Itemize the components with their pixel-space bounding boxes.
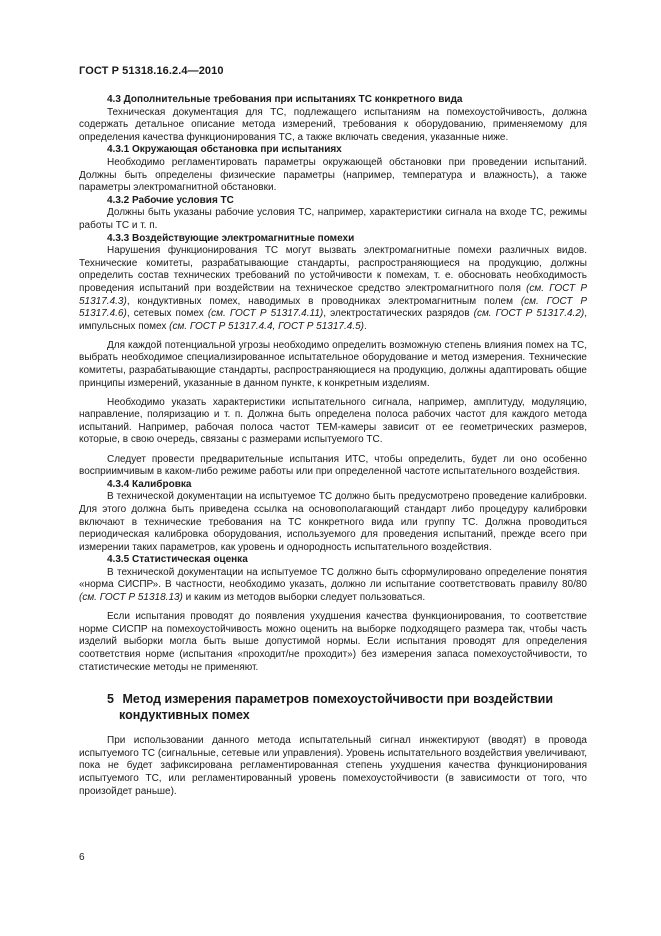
section-4-3-2-heading: 4.3.2 Рабочие условия ТС <box>107 194 234 206</box>
section-5-paragraph: При использовании данного метода испытательный сигнал инжектируют (вводят) в провода испытуемого ТС (сигнальные, сетевые или управления). Уровень испытательного воздействия увеличивают, пока не будет зафиксирована регламентированная степень ухудшения качества функционирования испытуемого ТС, или регламентированный уровень помехоустойчивости (в зависимости от того, что произойдет раньше). <box>79 735 587 797</box>
reference-gost-4-4-4-5: (см. ГОСТ Р 51317.4.4, ГОСТ Р 51317.4.5) <box>169 320 364 332</box>
section-5-heading <box>79 692 587 723</box>
document-header: ГОСТ Р 51318.16.2.4—2010 <box>79 65 224 77</box>
reference-gost-4-2: (см. ГОСТ Р 51317.4.2) <box>473 308 585 320</box>
reference-gost-4-3: (см. ГОСТ Р 51317.4.3) <box>79 282 588 307</box>
section-4-3-paragraph: Техническая документация для ТС, подлежащего испытаниям на помехоустойчивость, должна содержать детальное описание метода измерений, требования к оборудованию, применяемому для определения качества функционирования ТС, а также включать сведения, указанные ниже. <box>79 106 587 143</box>
page-number: 6 <box>79 852 85 863</box>
section-4-3-1-paragraph: Необходимо регламентировать параметры окружающей обстановки при проведении испытаний. Должны быть определены физические параметры (например, температура и влажность), а также параметры электромагнитной обстановки. <box>79 156 587 194</box>
section-4-3-5-paragraph-2: Если испытания проводят до появления ухудшения качества функционирования, то соответствие норме СИСПР на помехоустойчивость можно оценить на выборке подходящего размера так, чтобы часть изделий выборки могла быть выше допустимой нормы. Если испытания проводят для определения соответствия норме (испытания «проходит/не проходит») без измерения запаса помехоустойчивости, то статистические методы не применяют. <box>79 611 587 673</box>
section-4-3-3-paragraph-3: Необходимо указать характеристики испытательного сигнала, например, амплитуду, модуляцию, направление, поляризацию и т. п. Должна быть определена полоса рабочих частот для каждого метода испытаний. Например, рабочая полоса частот ТЕМ-камеры зависит от ее геометрических размеров, которые, в свою очередь, связаны с размерами испытуемого ТС. <box>79 396 587 446</box>
section-4-3-1-heading: 4.3.1 Окружающая обстановка при испытаниях <box>107 144 342 156</box>
reference-gost-4-6: (см. ГОСТ Р 51317.4.6) <box>79 295 588 320</box>
section-4-3-heading: 4.3 Дополнительные требования при испытаниях ТС конкретного вида <box>107 94 463 105</box>
section-4-3-5-paragraph-1: В технической документации на испытуемое ТС должно быть сформулировано определение понятия «норма СИСПР». В частности, необходимо указать, должно ли испытание соответствовать правилу 80/80 (см. ГОСТ Р 51318.13) и каким из методов выборки следует пользоваться. <box>79 566 587 604</box>
reference-gost-51318-13: (см. ГОСТ Р 51318.13) <box>79 592 183 604</box>
document-body <box>79 94 587 798</box>
section-5-title-line-1: Метод измерения параметров помехоустойчивости при воздействии <box>122 692 554 707</box>
section-4-3-4-paragraph: В технической документации на испытуемое ТС должно быть предусмотрено проведение калибровки. Для этого должна быть приведена ссылка на основополагающий стандарт либо процедуру калибровки включают в технические требования на ТС конкретного вида или группу ТС. Должна проводиться периодическая калибровка оборудования, используемого для проведения испытаний, прежде всего при измерении таких параметров, как уровень и однородность испытательного воздействия. <box>79 491 587 553</box>
section-5-title-line-2: кондуктивных помех <box>119 707 250 722</box>
section-4-3-3-paragraph-1: Нарушения функционирования ТС могут вызвать электромагнитные помехи различных видов. Технические комитеты, разрабатывающие стандарты, распространяющиеся на продукцию, должны определить состав технических требований по устойчивости к помехам, т. е. обосновать необходимость проведения испытаний при воздействии на техническое средство электромагнитного поля (см. ГОСТ Р 51317.4.3), кондуктивных помех, наводимых в проводниках электромагнитным полем (см. ГОСТ Р 51317.4.6), сетевых помех (см. ГОСТ Р 51317.4.11), электростатических разрядов (см. ГОСТ Р 51317.4.2), импульсных помех (см. ГОСТ Р 51317.4.4, ГОСТ Р 51317.4.5). <box>79 245 588 332</box>
section-4-3-3-heading: 4.3.3 Воздействующие электромагнитные помехи <box>107 232 355 244</box>
section-4-3-3-paragraph-2: Для каждой потенциальной угрозы необходимо определить возможную степень влияния помех на ТС, выбрать необходимое специализированное испытательное оборудование и метод измерения. Технические комитеты, разрабатывающие стандарты, распространяющиеся на продукцию, должны адаптировать общие принципы измерений, указанные в данном пункте, к конкретным изделиям. <box>79 339 587 389</box>
section-4-3-5-heading: 4.3.5 Статистическая оценка <box>107 554 248 566</box>
section-4-3-2-paragraph: Должны быть указаны рабочие условия ТС, например, характеристики сигнала на входе ТС, режимы работы ТС и т. п. <box>79 207 587 231</box>
reference-gost-4-11: (см. ГОСТ Р 51317.4.11) <box>207 308 324 320</box>
section-4-3-4-heading: 4.3.4 Калибровка <box>107 478 192 490</box>
section-5-number: 5 <box>107 692 114 707</box>
section-4-3-3-paragraph-4: Следует провести предварительные испытания ИТС, чтобы определить, будет ли оно особенно восприимчивым в каком-либо режиме работы или при определенной частоте испытательного воздействия. <box>79 453 587 478</box>
